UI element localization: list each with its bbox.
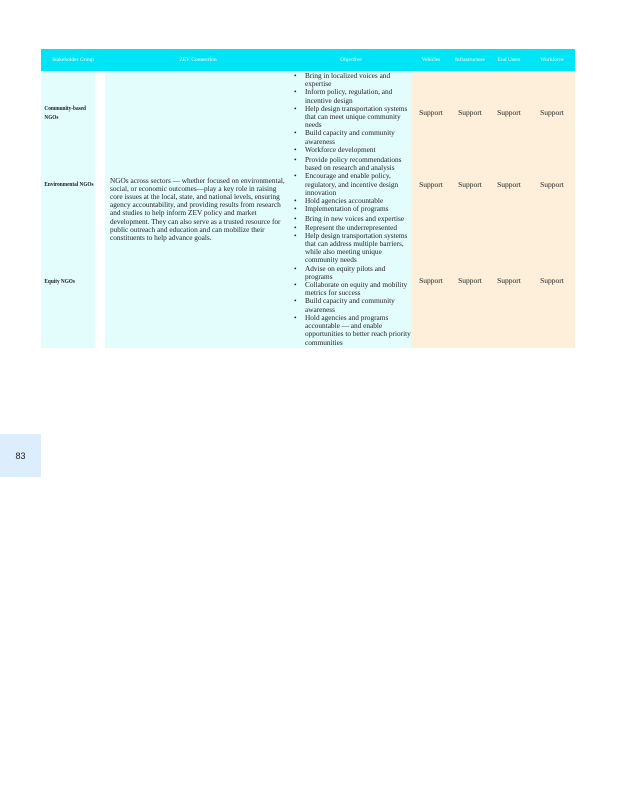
support-cell-infrastructure: Support (451, 214, 489, 347)
support-cell-infrastructure: Support (451, 71, 489, 155)
objective-item: • Hold agencies and programs accountable — and enable opportunities to better reach priority communities (293, 314, 411, 347)
support-cell-workforce: Support (529, 155, 575, 214)
support-cell-workforce: Support (529, 71, 575, 155)
stakeholder-table (41, 49, 575, 348)
group-cell: Environmental NGOs (41, 155, 95, 214)
objective-item: • Collaborate on equity and mobility metrics for success (293, 281, 411, 297)
table-row (41, 71, 575, 155)
objective-item: • Bring in localized voices and expertise (293, 72, 411, 88)
objective-item: • Workforce development (293, 146, 411, 154)
support-cell-end-users: Support (489, 214, 529, 347)
page-number: 83 (0, 434, 41, 477)
header-end-users: End Users (489, 49, 529, 71)
support-cell-end-users: Support (489, 155, 529, 214)
objective-item: • Help design transportation systems that can address multiple barriers, while also meeting unique community needs (293, 232, 411, 265)
support-cell-infrastructure: Support (451, 155, 489, 214)
header-infrastructure: Infrastructure (451, 49, 489, 71)
header-zev-connection: ZEV Connection (105, 49, 291, 71)
support-cell-vehicles: Support (411, 71, 451, 155)
objective-item: • Hold agencies accountable (293, 197, 411, 205)
objective-list (293, 215, 411, 346)
support-cell-workforce: Support (529, 214, 575, 347)
objective-item: • Advise on equity pilots and programs (293, 265, 411, 281)
objective-item: • Encourage and enable policy, regulatory, and incentive design innovation (293, 172, 411, 197)
objective-item: • Implementation of programs (293, 205, 411, 213)
objective-item: • Represent the underrepresented (293, 224, 411, 232)
objective-item: • Help design transportation systems that can meet unique community needs (293, 105, 411, 130)
objective-list (293, 156, 411, 213)
objective-item: • Inform policy, regulation, and incentive design (293, 88, 411, 104)
header-vehicles: Vehicles (411, 49, 451, 71)
objective-item: • Build capacity and community awareness (293, 129, 411, 145)
group-cell: Equity NGOs (41, 214, 95, 347)
zev-connection-cell: NGOs across sectors — whether focused on environmental, social, or economic outcomes—play a key role in raising core issues at the local, state, and national levels, ensuring agency accountability, and providing results from research and studies to help inform ZEV policy and market development. They can also serve as a trusted resource for public outreach and education and can mobilize their constituents to help advance goals. (105, 71, 291, 348)
objective-cell (291, 155, 411, 214)
support-cell-vehicles: Support (411, 155, 451, 214)
support-cell-vehicles: Support (411, 214, 451, 347)
objective-item: • Build capacity and community awareness (293, 297, 411, 313)
header-objective: Objective (291, 49, 411, 71)
objective-cell (291, 71, 411, 155)
group-cell: Community-based NGOs (41, 71, 95, 155)
support-cell-end-users: Support (489, 71, 529, 155)
objective-list (293, 72, 411, 154)
objective-item: • Provide policy recommendations based on research and analysis (293, 156, 411, 172)
objective-item: • Bring in new voices and expertise (293, 215, 411, 223)
objective-cell (291, 214, 411, 347)
header-workforce: Workforce (529, 49, 575, 71)
header-stakeholder-group: Stakeholder Group (41, 49, 105, 71)
table-header-row (41, 49, 575, 71)
